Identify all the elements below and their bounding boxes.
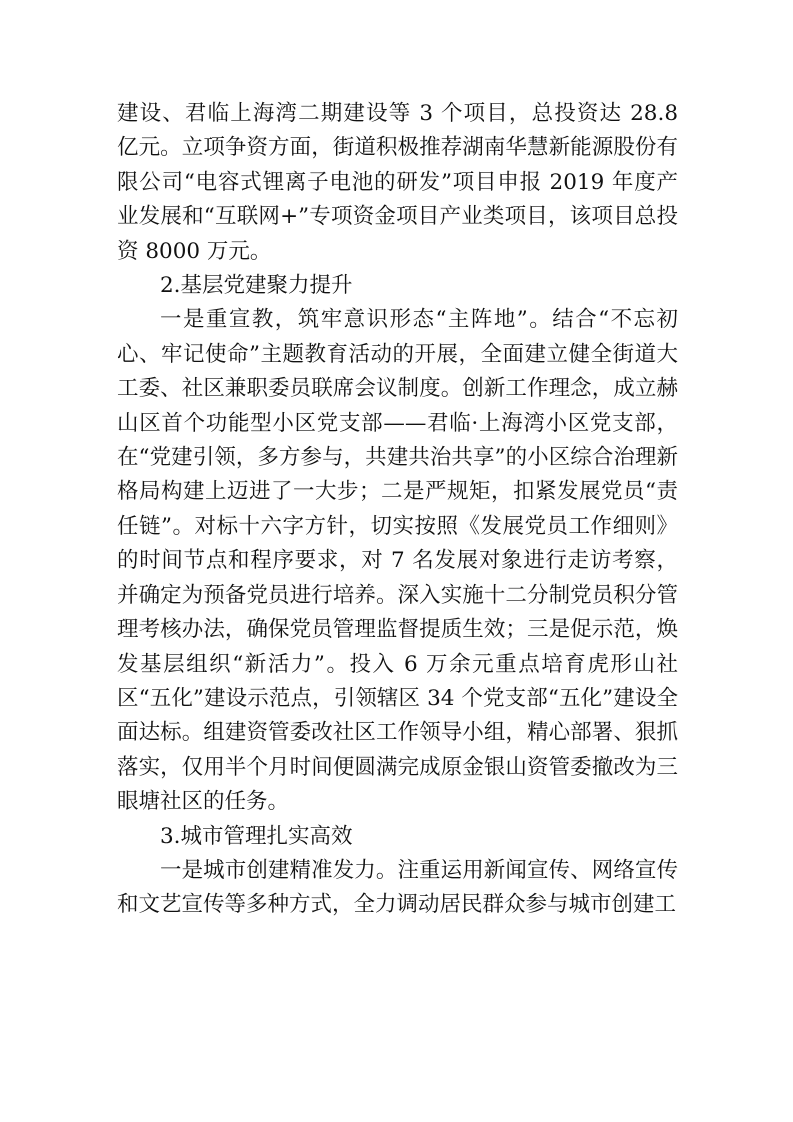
paragraph-city-management: 一是城市创建精准发力。注重运用新闻宣传、网络宣传和文艺宣传等多种方式，全力调动居民群众参与城市创建工 [117,857,678,918]
paragraph-party-building: 一是重宣教，筑牢意识形态“主阵地”。结合“不忘初心、牢记使命”主题教育活动的开展，全面建立健全街道大工委、社区兼职委员联席会议制度。创新工作理念，成立赫山区首个功能型小区党支部——君临·上海湾小区党支部，在“党建引领，多方参与，共建共治共享”的小区综合治理新格局构建上迈进了一大步；二是严规矩，扣紧发展党员“责任链”。对标十六字方针，切实按照《发展党员工作细则》的时间节点和程序要求，对 7 名发展对象进行走访考察，并确定为预备党员进行培养。深入实施十二分制党员积分管理考核办法，确保党员管理监督提质生效；三是促示范，焕发基层组织“新活力”。投入 6 万余元重点培育虎形山社区“五化”建设示范点，引领辖区 34 个党支部“五化”建设全面达标。组建资管委改社区工作领导小组，精心部署、狠抓落实，仅用半个月时间便圆满完成原金银山资管委撤改为三眼塘社区的任务。 [117,307,678,815]
section-heading-party-building: 2.基层党建聚力提升 [160,273,353,299]
paragraph-investment: 建设、君临上海湾二期建设等 3 个项目，总投资达 28.8 亿元。立项争资方面，街道积极推荐湖南华慧新能源股份有限公司“电容式锂离子电池的研发”项目申报 2019 年度产业发展和“互联网+”专项资金项目产业类项目，该项目总投资 8000 万元。 [117,101,678,264]
document-page [117,97,678,923]
section-heading-city-management: 3.城市管理扎实高效 [160,823,353,849]
